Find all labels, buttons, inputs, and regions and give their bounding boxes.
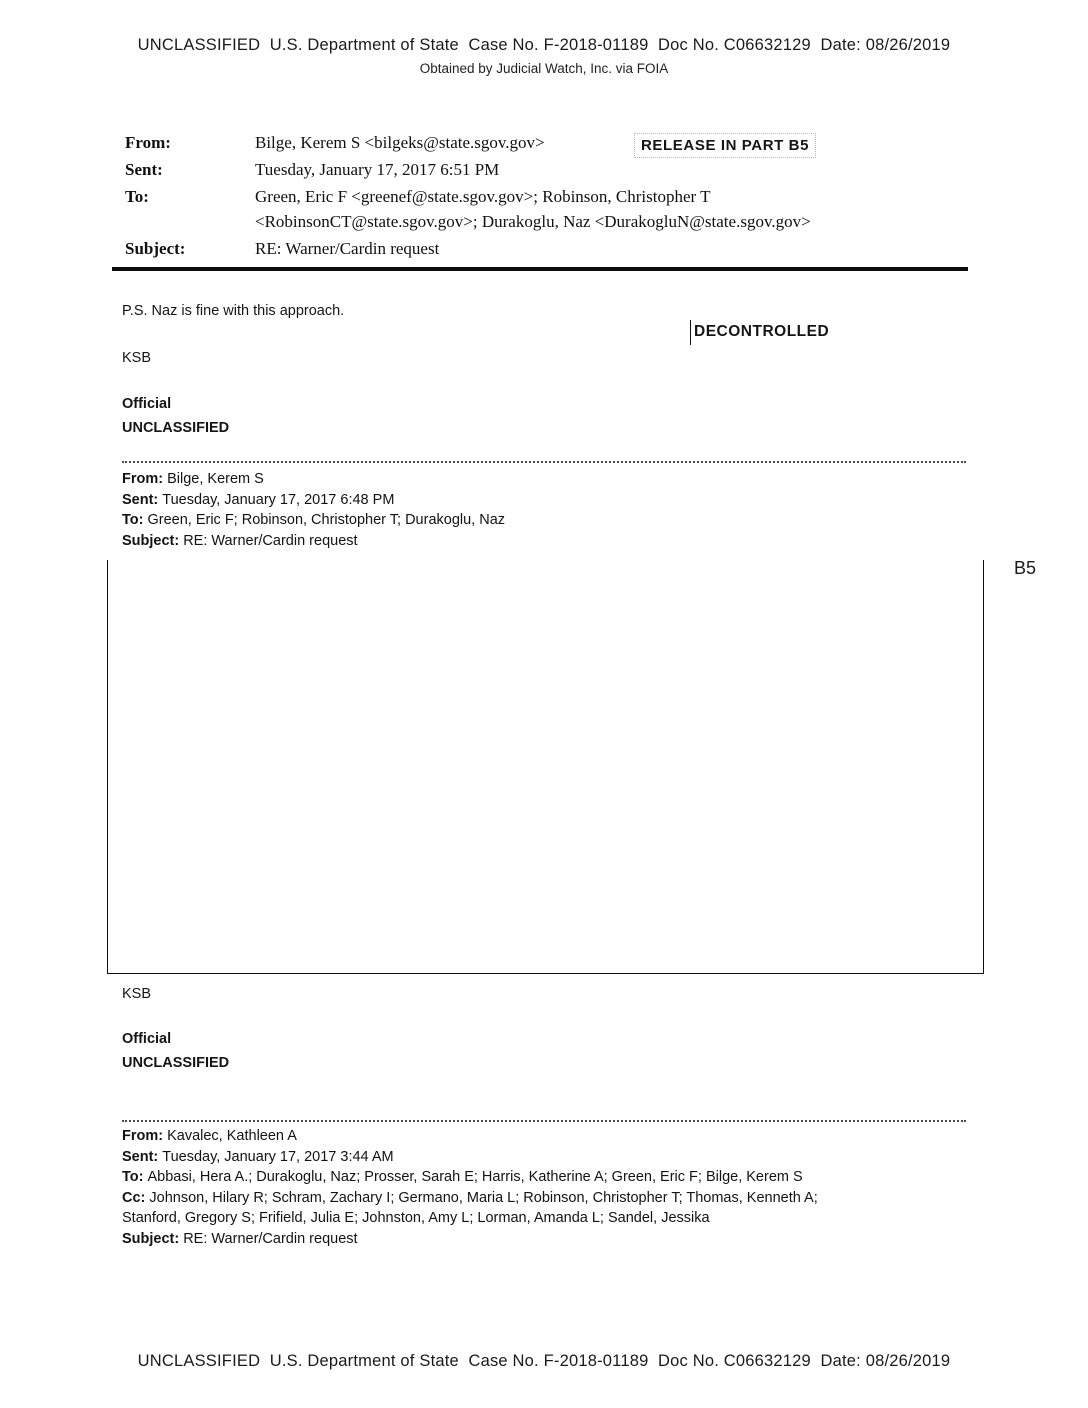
to-label: To: xyxy=(125,187,149,206)
redaction-box xyxy=(107,560,984,974)
release-in-part-stamp: RELEASE IN PART B5 xyxy=(634,133,816,158)
email1-to-row xyxy=(125,184,975,234)
cc-label: Cc: xyxy=(122,1189,146,1206)
subject-value: RE: Warner/Cardin request xyxy=(183,532,358,549)
doc-footer-line: UNCLASSIFIED U.S. Department of State Case No. F-2018-01189 Doc No. C06632129 Date: 08/26/2019 xyxy=(137,1352,951,1370)
from-label: From: xyxy=(122,1128,164,1144)
email2-header xyxy=(122,469,972,551)
email3-header xyxy=(122,1126,982,1250)
dotted-divider xyxy=(122,1120,966,1122)
subject-label: Subject: xyxy=(122,532,180,549)
to-value: Green, Eric F; Robinson, Christopher T; Durakoglu, Naz xyxy=(147,512,506,529)
signature-initials: KSB xyxy=(122,350,152,366)
signature-initials: KSB xyxy=(122,986,152,1002)
from-value: Kavalec, Kathleen A xyxy=(167,1128,297,1144)
classification-marking: UNCLASSIFIED xyxy=(122,420,230,436)
email3-subject-row xyxy=(122,1229,982,1250)
sent-label: Sent: xyxy=(125,160,163,179)
email2-subject-row xyxy=(122,531,972,552)
email1-subject-row xyxy=(125,236,975,261)
cc-value-line1: Johnson, Hilary R; Schram, Zachary I; Germano, Maria L; Robinson, Christopher T; Thomas, Kenneth A; xyxy=(149,1189,818,1206)
header-rule xyxy=(112,267,968,271)
email2-to-row xyxy=(122,510,972,531)
subject-label: Subject: xyxy=(122,1230,180,1247)
subject-value: RE: Warner/Cardin request xyxy=(183,1230,358,1247)
sent-value: Tuesday, January 17, 2017 3:44 AM xyxy=(162,1148,394,1165)
from-label: From: xyxy=(122,471,164,487)
decontrolled-stamp: DECONTROLLED xyxy=(690,320,831,345)
sensitivity-marking: Official xyxy=(122,396,172,412)
email1-header xyxy=(125,130,975,261)
sent-label: Sent: xyxy=(122,1148,159,1165)
dotted-divider xyxy=(122,461,966,463)
email3-sent-row xyxy=(122,1147,982,1168)
to-value: Abbasi, Hera A.; Durakoglu, Naz; Prosser, Sarah E; Harris, Katherine A; Green, Eric F; Bilge, Kerem S xyxy=(147,1169,803,1186)
to-value-line1: Green, Eric F <greenef@state.sgov.gov>; Robinson, Christopher T xyxy=(255,187,711,206)
email3-cc-continuation xyxy=(122,1208,982,1229)
subject-label: Subject: xyxy=(125,239,186,258)
to-label: To: xyxy=(122,512,144,529)
subject-value: RE: Warner/Cardin request xyxy=(255,239,440,258)
email3-from-row xyxy=(122,1126,982,1147)
email2-sent-row xyxy=(122,490,972,511)
email1-sent-row xyxy=(125,157,975,182)
sensitivity-marking: Official xyxy=(122,1031,172,1047)
classification-marking: UNCLASSIFIED xyxy=(122,1055,230,1071)
to-value-line2: <RobinsonCT@state.sgov.gov>; Durakoglu, Naz <DurakogluN@state.sgov.gov> xyxy=(255,212,811,231)
email1-from-row xyxy=(125,130,975,155)
email3-to-row xyxy=(122,1167,982,1188)
sent-value: Tuesday, January 17, 2017 6:48 PM xyxy=(162,491,395,508)
to-value xyxy=(255,184,975,234)
from-label: From: xyxy=(125,133,171,152)
to-label: To: xyxy=(122,1169,144,1186)
ps-line: P.S. Naz is fine with this approach. xyxy=(122,303,345,319)
cc-value-line2: Stanford, Gregory S; Frifield, Julia E; Johnston, Amy L; Lorman, Amanda L; Sandel, Jessika xyxy=(122,1210,710,1227)
doc-header-line: UNCLASSIFIED U.S. Department of State Case No. F-2018-01189 Doc No. C06632129 Date: 08/26/2019 xyxy=(137,36,951,54)
email2-from-row xyxy=(122,469,972,490)
from-value: Bilge, Kerem S <bilgeks@state.sgov.gov> xyxy=(255,133,545,152)
sent-value: Tuesday, January 17, 2017 6:51 PM xyxy=(255,160,500,179)
email3-cc-row xyxy=(122,1188,982,1209)
foia-note: Obtained by Judicial Watch, Inc. via FOIA xyxy=(419,61,669,76)
from-value: Bilge, Kerem S xyxy=(167,471,264,487)
sent-label: Sent: xyxy=(122,491,159,508)
b5-exemption-label: B5 xyxy=(1014,558,1037,578)
